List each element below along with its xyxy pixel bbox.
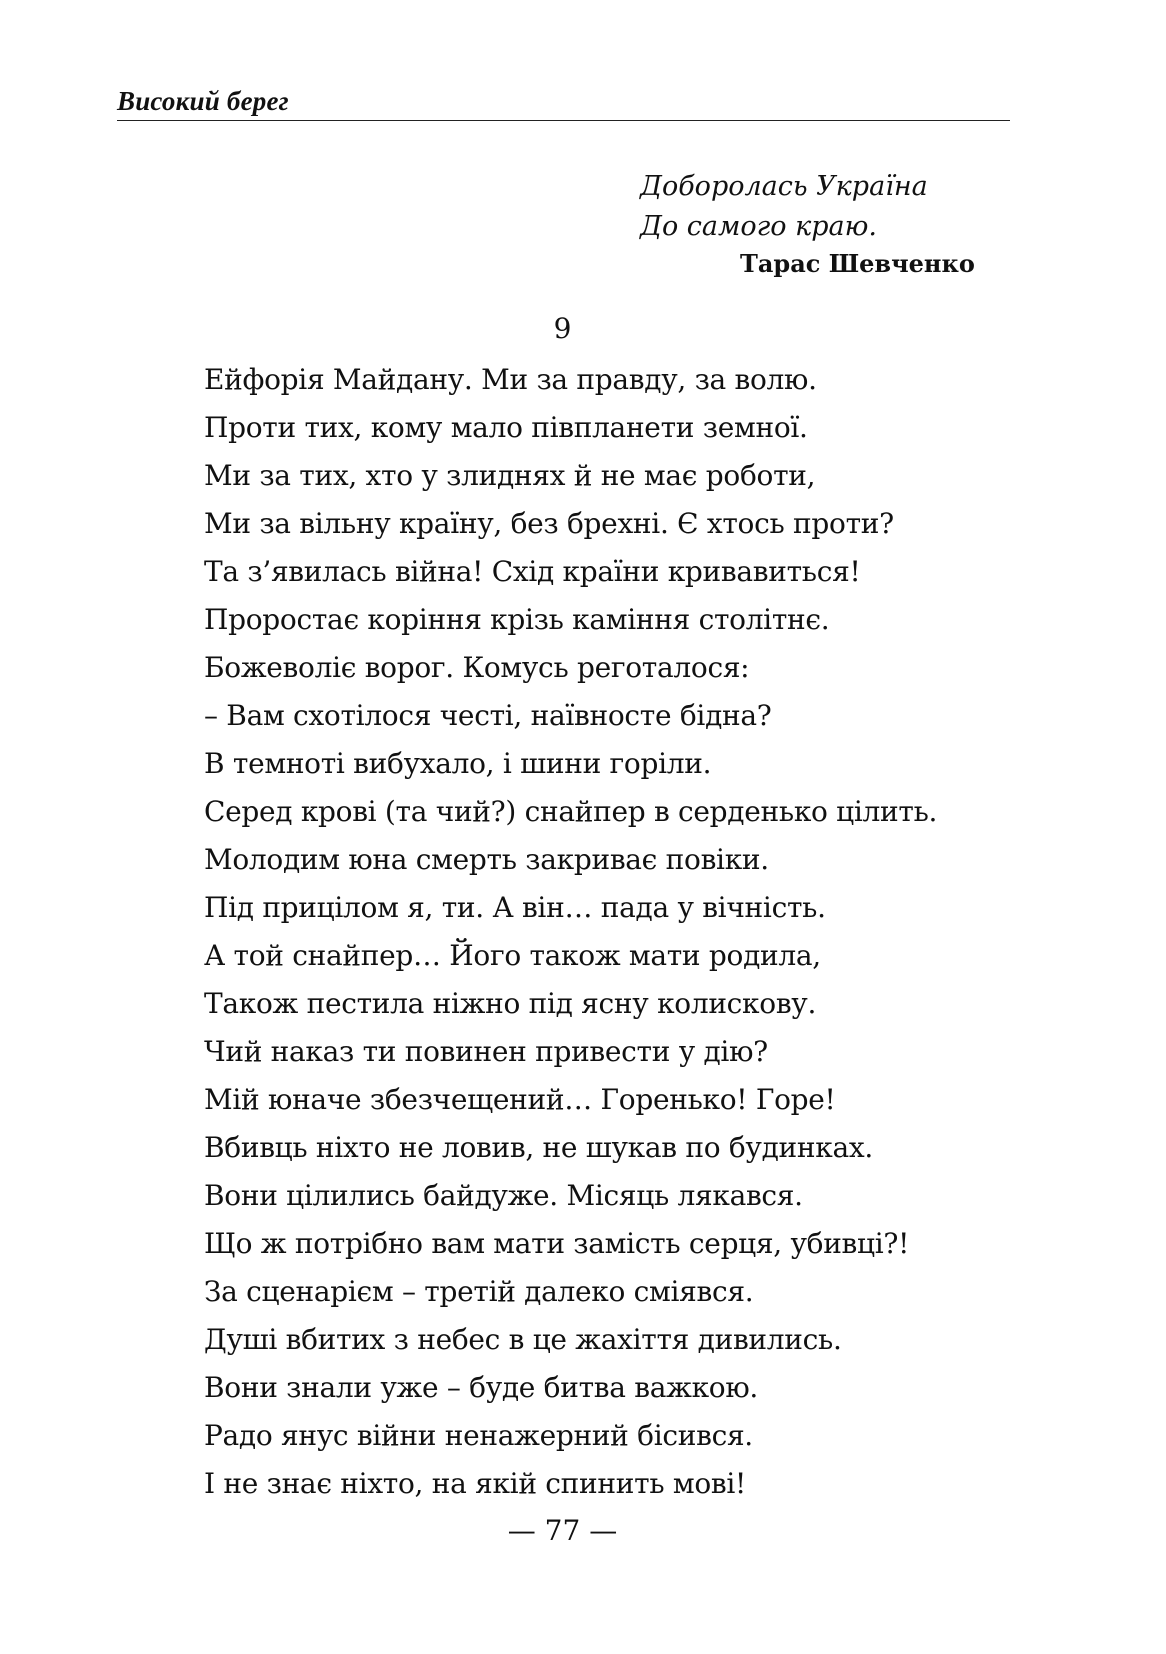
epigraph-line: Доборолась Україна <box>640 171 928 202</box>
poem-line: Проти тих, кому мало півпланети земної. <box>204 411 808 444</box>
poem-line: Ми за тих, хто у злиднях й не має роботи, <box>204 459 816 492</box>
poem-line: Під прицілом я, ти. А він… пада у вічність. <box>204 891 826 924</box>
poem-number: 9 <box>553 312 572 345</box>
poem-line: Молодим юна смерть закриває повіки. <box>204 843 769 876</box>
poem-line: Що ж потрібно вам мати замість серця, убивці?! <box>204 1227 910 1260</box>
poem-line: А той снайпер… Його також мати родила, <box>204 939 821 972</box>
header-divider <box>117 120 1010 121</box>
poem-line: Та з’явилась війна! Схід країни кривавиться! <box>204 555 861 588</box>
poem-line: Радо янус війни ненажерний бісився. <box>204 1419 753 1452</box>
poem-line: Ми за вільну країну, без брехні. Є хтось проти? <box>204 507 894 540</box>
poem-line: За сценарієм – третій далеко сміявся. <box>204 1275 754 1308</box>
poem-line: В темноті вибухало, і шини горіли. <box>204 747 712 780</box>
poem-line: Душі вбитих з небес в це жахіття дивились. <box>204 1323 842 1356</box>
epigraph-author: Тарас Шевченко <box>740 249 975 278</box>
poem-line: Також пестила ніжно під ясну колискову. <box>204 987 817 1020</box>
poem-line: Серед крові (та чий?) снайпер в серденько цілить. <box>204 795 938 828</box>
poem-line: Чий наказ ти повинен привести у дію? <box>204 1035 768 1068</box>
poem-line: Божеволіє ворог. Комусь реготалося: <box>204 651 750 684</box>
running-header-title: Високий берег <box>117 86 289 116</box>
poem-body <box>204 356 1024 1508</box>
poem-line: Проростає коріння крізь каміння столітнє. <box>204 603 830 636</box>
epigraph-line: До самого краю. <box>640 211 877 242</box>
poem-line: І не знає ніхто, на якій спинить мові! <box>204 1467 746 1500</box>
epigraph <box>640 167 1020 247</box>
page-number: — 77 — <box>507 1514 618 1547</box>
poem-line: Мій юначе збезчещений… Горенько! Горе! <box>204 1083 836 1116</box>
poem-line: Ейфорія Майдану. Ми за правду, за волю. <box>204 363 817 396</box>
poem-line: – Вам схотілося честі, наївносте бідна? <box>204 699 772 732</box>
poem-line: Вони цілились байдуже. Місяць лякався. <box>204 1179 803 1212</box>
poem-line: Вбивць ніхто не ловив, не шукав по будинках. <box>204 1131 873 1164</box>
poem-line: Вони знали уже – буде битва важкою. <box>204 1371 758 1404</box>
